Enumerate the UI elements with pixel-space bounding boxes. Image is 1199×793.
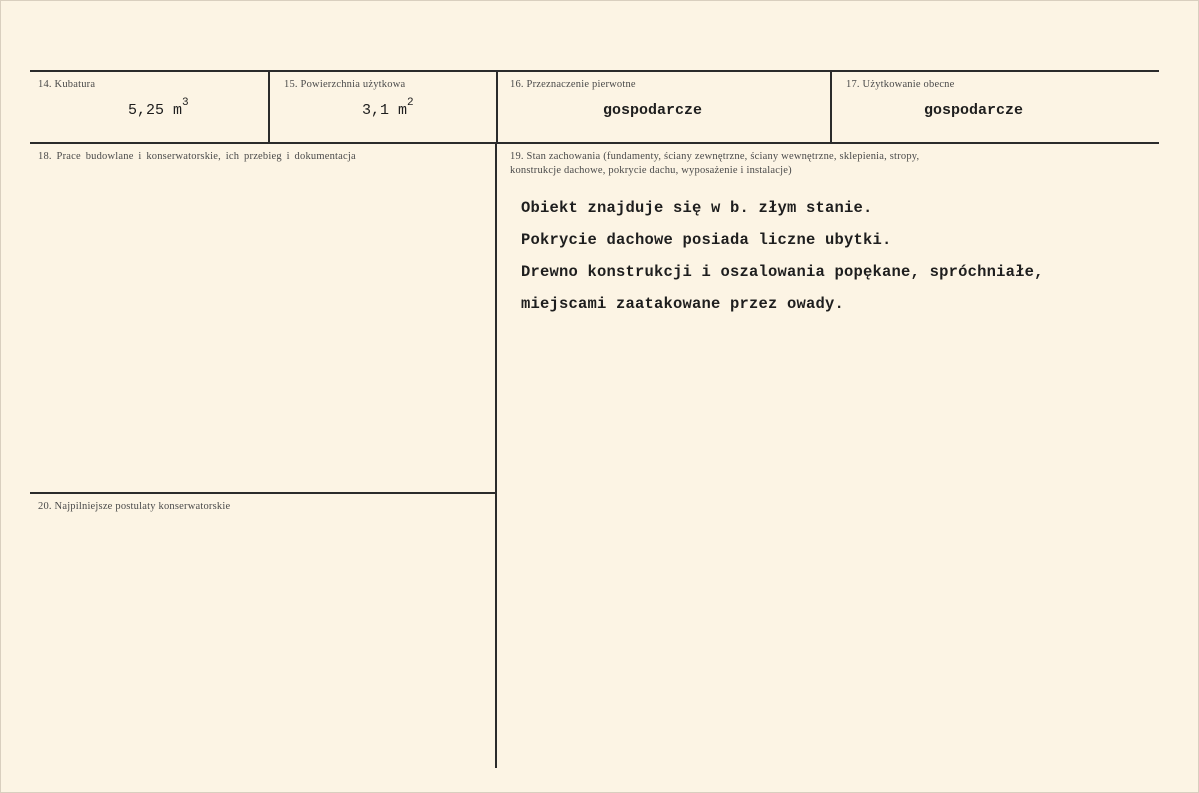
divider-15-16	[496, 72, 498, 142]
field-15-value-sup: 2	[407, 97, 414, 109]
field-14-value	[128, 97, 189, 119]
field-19-text	[521, 192, 1044, 320]
field-19-label-line1: 19. Stan zachowania (fundamenty, ściany zewnętrzne, ściany wewnętrzne, sklepienia, stropy,	[510, 151, 920, 162]
field-17-value: gospodarcze	[924, 102, 1024, 119]
row-rule	[30, 142, 1159, 144]
field-19-text-line: Drewno konstrukcji i oszalowania popękane, spróchniałe,	[521, 263, 1044, 281]
field-15-label: 15. Powierzchnia użytkowa	[284, 79, 406, 90]
field-19-text-line: Obiekt znajduje się w b. złym stanie.	[521, 199, 873, 217]
top-rule	[30, 70, 1159, 72]
field-15-value	[362, 97, 414, 119]
divider-main	[495, 144, 497, 768]
field-20-label: 20. Najpilniejsze postulaty konserwatorskie	[38, 501, 231, 512]
divider-16-17	[830, 72, 832, 142]
field-14-value-sup: 3	[182, 97, 189, 109]
field-14-label: 14. Kubatura	[38, 79, 96, 90]
field-17-label: 17. Użytkowanie obecne	[846, 79, 955, 90]
divider-14-15	[268, 72, 270, 142]
field-14-value-text: 5,25 m	[128, 102, 183, 119]
rule-18-20	[30, 492, 495, 494]
field-19-text-line: Pokrycie dachowe posiada liczne ubytki.	[521, 231, 892, 249]
field-18-label: 18. Prace budowlane i konserwatorskie, ich przebieg i dokumentacja	[38, 151, 356, 162]
field-19-label-line2: konstrukcje dachowe, pokrycie dachu, wyposażenie i instalacje)	[510, 165, 792, 176]
field-16-value: gospodarcze	[603, 102, 703, 119]
field-16-label: 16. Przeznaczenie pierwotne	[510, 79, 636, 90]
field-19-text-line: miejscami zaatakowane przez owady.	[521, 295, 845, 313]
field-15-value-text: 3,1 m	[362, 102, 408, 119]
